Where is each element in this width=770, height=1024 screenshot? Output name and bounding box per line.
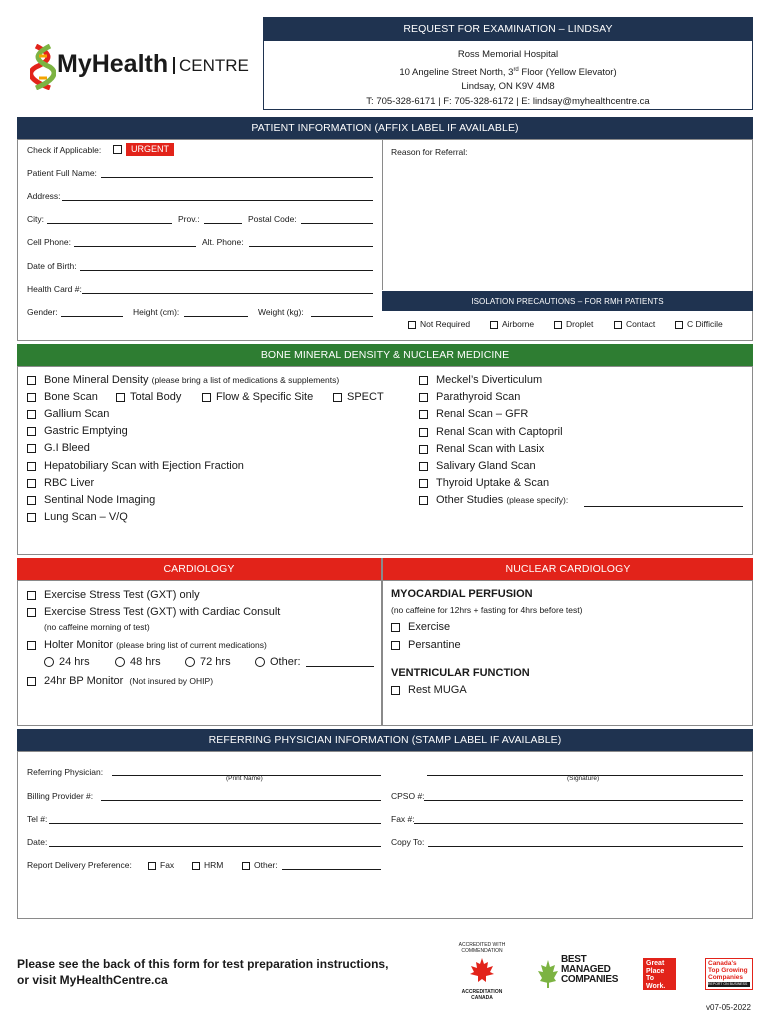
date-label: Date: [27,837,48,847]
address-label: Address: [27,191,61,201]
myocardial-title: MYOCARDIAL PERFUSION [391,588,533,600]
cell-field[interactable] [74,246,196,247]
hospital-address: 10 Angeline Street North, 3rd Floor (Yellow Elevator) [399,66,617,78]
delivery-hrm[interactable]: HRM [192,860,223,870]
accreditation-logo: ACCREDITED WITH COMMENDATION ACCREDITATION CANADA [458,942,506,1001]
top-growing-logo: Canada's Top Growing Companies REPORT ON BUSINESS [705,958,753,990]
city-field[interactable] [47,223,172,224]
date-field[interactable] [49,846,381,847]
logo-brand: MyHealth [57,50,169,78]
tel-label: Tel #: [27,814,48,824]
bmd-left-item[interactable]: RBC Liver [27,477,94,489]
persantine-item[interactable]: Persantine [391,639,461,651]
bmd-section-title: BONE MINERAL DENSITY & NUCLEAR MEDICINE [260,349,510,361]
nuclear-cardiology-bar [383,558,753,580]
delivery-other-field[interactable] [282,869,381,870]
bmd-left-item[interactable]: Hepatobiliary Scan with Ejection Fraction [27,460,244,472]
billing-label: Billing Provider #: [27,791,94,801]
height-field[interactable] [184,316,248,317]
duration-24[interactable]: 24 hrs [44,656,90,668]
other-studies-field[interactable] [584,506,743,507]
helix-icon [30,44,56,90]
alt-phone-field[interactable] [249,246,373,247]
cardiology-divider [381,558,383,726]
muga-item[interactable]: Rest MUGA [391,684,467,696]
duration-72[interactable]: 72 hrs [185,656,231,668]
bmd-left-item[interactable]: Gastric Emptying [27,425,128,437]
gxt-consult-item[interactable]: Exercise Stress Test (GXT) with Cardiac Consult [27,606,280,618]
cpso-label: CPSO #: [391,791,425,801]
exercise-item[interactable]: Exercise [391,621,450,633]
height-label: Height (cm): [133,307,180,317]
bone-scan-item[interactable]: Bone Scan [27,391,98,403]
health-card-label: Health Card #: [27,284,82,294]
bmd-main-item[interactable]: Bone Mineral Density (please bring a list of medications & supplements) [27,374,339,386]
duration-48[interactable]: 48 hrs [115,656,161,668]
hospital-name: Ross Memorial Hospital [457,49,559,60]
prov-label: Prov.: [178,214,200,224]
health-card-field[interactable] [82,293,373,294]
city-label: City: [27,214,44,224]
isolation-bar [382,291,753,311]
bmd-section-bar [17,344,753,366]
postal-field[interactable] [301,223,373,224]
bp-monitor-item[interactable]: 24hr BP Monitor (Not insured by OHIP) [27,675,213,687]
postal-label: Postal Code: [248,214,297,224]
gxt-note: (no caffeine morning of test) [44,622,150,632]
footer-line-1: Please see the back of this form for test preparation instructions, [17,957,389,971]
patient-divider [382,139,383,290]
spect-item[interactable]: SPECT [333,391,384,403]
logo-sub: CENTRE [173,57,249,74]
maple-leaf-icon [468,956,496,984]
address-field[interactable] [62,200,373,201]
best-managed-leaf-icon [537,959,559,989]
alt-phone-label: Alt. Phone: [202,237,244,247]
dob-label: Date of Birth: [27,261,77,271]
cell-label: Cell Phone: [27,237,71,247]
delivery-fax[interactable]: Fax [148,860,174,870]
bmd-left-item[interactable]: G.I Bleed [27,442,90,454]
bmd-right-item[interactable]: Salivary Gland Scan [419,460,536,472]
physician-section-title: REFERRING PHYSICIAN INFORMATION (STAMP LABEL IF AVAILABLE) [208,734,562,746]
cardiology-bar [17,558,381,580]
bmd-right-item[interactable]: Parathyroid Scan [419,391,520,403]
dob-field[interactable] [80,270,373,271]
gender-field[interactable] [61,316,123,317]
fax-label: Fax #: [391,814,415,824]
header-title: REQUEST FOR EXAMINATION – LINDSAY [403,22,613,35]
nuclear-cardiology-title: NUCLEAR CARDIOLOGY [505,563,631,575]
isolation-droplet[interactable]: Droplet [554,319,593,329]
signature-caption: (Signature) [567,775,600,782]
gxt-only-item[interactable]: Exercise Stress Test (GXT) only [27,589,200,601]
hospital-contact: T: 705-328-6171 | F: 705-328-6172 | E: lindsay@myhealthcentre.ca [366,95,650,107]
cpso-field[interactable] [424,800,743,801]
cardiology-box [17,580,753,726]
isolation-title: ISOLATION PRECAUTIONS – FOR RMH PATIENTS [471,296,664,306]
weight-label: Weight (kg): [258,307,304,317]
best-managed-logo: BEST MANAGED COMPANIES [537,955,617,991]
bmd-left-item[interactable]: Gallium Scan [27,408,109,420]
bmd-right-item[interactable]: Meckel’s Diverticulum [419,374,542,386]
isolation-cdifficile[interactable]: C Difficile [675,319,723,329]
gender-label: Gender: [27,307,58,317]
bmd-right-item[interactable]: Renal Scan with Lasix [419,443,544,455]
bmd-right-item[interactable]: Renal Scan – GFR [419,408,528,420]
duration-other-field[interactable] [306,666,374,667]
delivery-label: Report Delivery Preference: [27,860,132,870]
header-info-box [263,40,753,110]
hospital-city: Lindsay, ON K9V 4M8 [461,81,555,93]
isolation-not-required[interactable]: Not Required [408,319,470,329]
version-label: v07-05-2022 [706,1003,751,1012]
referring-label: Referring Physician: [27,767,104,777]
myocardial-note: (no caffeine for 12hrs + fasting for 4hrs before test) [391,605,583,615]
isolation-contact[interactable]: Contact [614,319,655,329]
bmd-right-item[interactable]: Thyroid Uptake & Scan [419,477,549,489]
holter-item[interactable]: Holter Monitor (please bring list of current medications) [27,639,267,651]
physician-section-box [17,751,753,919]
duration-other[interactable]: Other: [255,656,301,668]
delivery-other[interactable]: Other: [242,860,278,870]
other-studies-item[interactable]: Other Studies (please specify): [419,494,568,506]
bmd-left-item[interactable]: Lung Scan – V/Q [27,511,128,523]
check-applicable-label: Check if Applicable: [27,145,102,155]
fax-field[interactable] [414,823,743,824]
reason-label: Reason for Referral: [391,147,468,157]
copy-to-field[interactable] [428,846,743,847]
urgent-badge: URGENT [126,143,174,156]
urgent-checkbox[interactable] [113,145,122,154]
reason-field[interactable] [386,158,750,288]
footer-line-2: or visit MyHealthCentre.ca [17,973,168,987]
bmd-right-item[interactable]: Renal Scan with Captopril [419,426,563,438]
header-title-bar [263,17,753,40]
isolation-options [382,319,753,333]
tel-field[interactable] [49,823,381,824]
patient-section-bar [17,117,753,139]
flow-site-item[interactable]: Flow & Specific Site [202,391,313,403]
full-name-label: Patient Full Name: [27,168,97,178]
patient-section-title: PATIENT INFORMATION (AFFIX LABEL IF AVAILABLE) [251,122,519,134]
prov-field[interactable] [204,223,242,224]
footer-note [17,956,388,988]
cardiology-title: CARDIOLOGY [163,563,235,575]
copy-to-label: Copy To: [391,837,425,847]
isolation-airborne[interactable]: Airborne [490,319,534,329]
logo [30,44,249,92]
physician-section-bar [17,729,753,751]
print-name-caption: (Print Name) [226,775,263,782]
ventricular-title: VENTRICULAR FUNCTION [391,667,530,679]
great-place-logo: Great Place To Work. [643,958,676,990]
bmd-left-item[interactable]: Sentinal Node Imaging [27,494,155,506]
billing-field[interactable] [101,800,381,801]
total-body-item[interactable]: Total Body [116,391,181,403]
full-name-field[interactable] [101,177,373,178]
weight-field[interactable] [311,316,373,317]
